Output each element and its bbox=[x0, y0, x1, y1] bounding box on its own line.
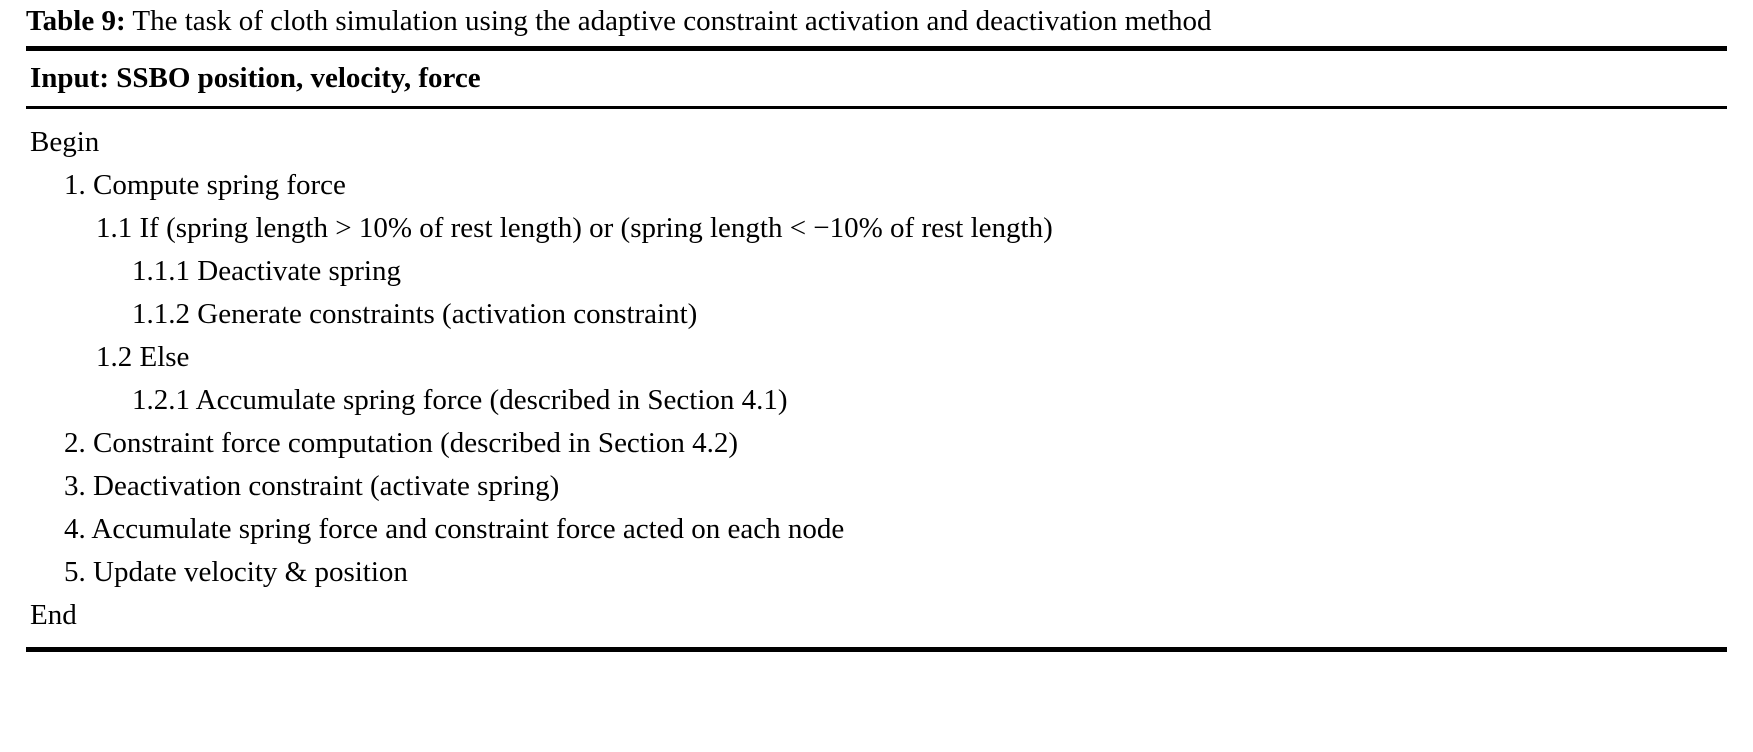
algorithm-step: 1.1.1 Deactivate spring bbox=[132, 255, 401, 287]
algorithm-body bbox=[26, 109, 1727, 647]
table-caption bbox=[26, 0, 1727, 46]
algorithm-step: 1.2.1 Accumulate spring force (described in Section 4.1) bbox=[132, 384, 788, 416]
table-caption-label: Table 9: bbox=[26, 5, 126, 37]
table-bottom-rule bbox=[26, 647, 1727, 652]
algorithm-step: 1.1.2 Generate constraints (activation constraint) bbox=[132, 298, 698, 330]
algorithm-step: 1.2 Else bbox=[96, 341, 190, 373]
algorithm-begin: Begin bbox=[30, 126, 100, 158]
table-header-input: Input: SSBO position, velocity, force bbox=[30, 62, 481, 94]
algorithm-end: End bbox=[30, 599, 77, 631]
algorithm-step: 2. Constraint force computation (described in Section 4.2) bbox=[64, 427, 739, 459]
algorithm-step: 3. Deactivation constraint (activate spring) bbox=[64, 470, 560, 502]
algorithm-step: 1.1 If (spring length > 10% of rest length) or (spring length < −10% of rest length) bbox=[96, 212, 1053, 244]
table-caption-text: The task of cloth simulation using the adaptive constraint activation and deactivation method bbox=[132, 5, 1212, 37]
algorithm-step: 5. Update velocity & position bbox=[64, 556, 408, 588]
algorithm-step: 4. Accumulate spring force and constraint force acted on each node bbox=[64, 513, 845, 545]
algorithm-step: 1. Compute spring force bbox=[64, 169, 346, 201]
